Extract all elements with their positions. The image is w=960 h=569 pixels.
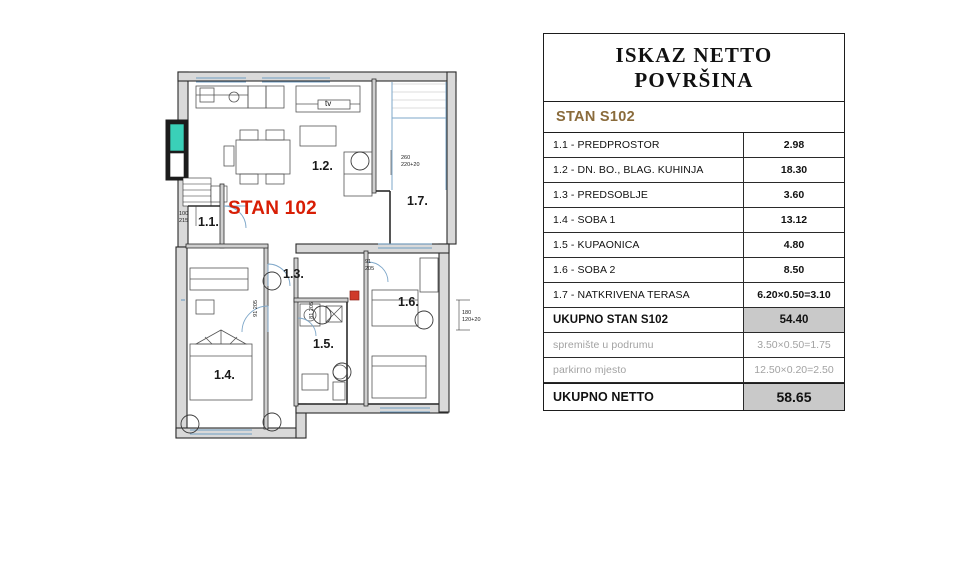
extra-value: 3.50×0.50=1.75 — [757, 338, 831, 351]
table-section-header: STAN S102 — [544, 102, 844, 133]
room-number-1-3: 1.3. — [283, 267, 304, 281]
room-number-1-4: 1.4. — [214, 368, 235, 382]
table-title — [544, 34, 844, 102]
dimension-tag-line2: 120+20 — [462, 316, 481, 323]
room-number-1-2: 1.2. — [312, 159, 333, 173]
table-row — [544, 158, 844, 183]
table-row — [544, 283, 844, 308]
table-row — [544, 133, 844, 158]
extra-value: 12.50×0.20=2.50 — [754, 363, 834, 376]
row-value: 8.50 — [783, 263, 805, 276]
row-label: 1.5 - KUPAONICA — [544, 233, 744, 257]
grand-total-label: UKUPNO NETTO — [544, 384, 744, 410]
table-row — [544, 183, 844, 208]
dimension-tag-line1: 100 — [179, 211, 189, 217]
room-number-1-5: 1.5. — [313, 337, 334, 351]
dimension-tag-line2: 205 — [309, 302, 315, 312]
tv-label: tv — [325, 99, 332, 108]
room-number-1-6: 1.6. — [398, 295, 419, 309]
dimension-tag-line1: 260 — [401, 155, 411, 161]
table-row-extra — [544, 358, 844, 383]
dimension-tag-line2: 205 — [365, 265, 375, 272]
row-value: 2.98 — [783, 138, 805, 151]
dimension-tag-soba2-door — [365, 259, 374, 273]
row-label: 1.3 - PREDSOBLJE — [544, 183, 744, 207]
row-label: 1.7 - NATKRIVENA TERASA — [544, 283, 744, 307]
grand-total-value: 58.65 — [744, 384, 844, 410]
dimension-tag-entry — [179, 211, 188, 225]
dimension-tag-line1: 180 — [462, 310, 472, 316]
total-label: UKUPNO STAN S102 — [544, 308, 744, 332]
row-label: 1.1 - PREDPROSTOR — [544, 133, 744, 157]
extra-label: parkirno mjesto — [544, 358, 744, 382]
dimension-tag-line2: 215 — [179, 217, 189, 224]
apartment-label: STAN 102 — [228, 198, 317, 219]
table-row-extra — [544, 333, 844, 358]
dimension-tag-terrace — [401, 155, 420, 169]
row-value: 4.80 — [783, 238, 805, 251]
row-value: 3.60 — [783, 188, 805, 201]
row-value: 13.12 — [780, 213, 808, 226]
dimension-tag-line2: 220+20 — [401, 161, 420, 168]
table-row — [544, 233, 844, 258]
dimension-tag-line1: 91 — [365, 259, 372, 265]
table-title-line2: POVRŠINA — [634, 67, 754, 92]
row-label: 1.2 - DN. BO., BLAG. KUHINJA — [544, 158, 744, 182]
extra-label: spremište u podrumu — [544, 333, 744, 357]
table-title-line1: ISKAZ NETTO — [615, 43, 773, 67]
area-schedule-table — [543, 33, 845, 411]
dimension-tag-line2: 205 — [253, 300, 259, 310]
row-value: 6.20×0.50=3.10 — [757, 288, 831, 301]
table-row — [544, 208, 844, 233]
dimension-tag-line1: 91 — [253, 310, 259, 317]
table-row-total — [544, 308, 844, 333]
dimension-tag-soba1-door — [253, 300, 260, 317]
dimension-tag-bath-door — [309, 302, 316, 319]
room-number-1-7: 1.7. — [407, 194, 428, 208]
total-value: 54.40 — [744, 308, 844, 332]
room-number-1-1: 1.1. — [198, 215, 219, 229]
row-value: 18.30 — [780, 163, 808, 176]
dimension-tag-window-right — [462, 310, 481, 324]
dimension-tag-line1: 81 — [309, 312, 315, 319]
table-row — [544, 258, 844, 283]
row-label: 1.6 - SOBA 2 — [544, 258, 744, 282]
row-label: 1.4 - SOBA 1 — [544, 208, 744, 232]
table-row-grand-total — [544, 383, 844, 410]
